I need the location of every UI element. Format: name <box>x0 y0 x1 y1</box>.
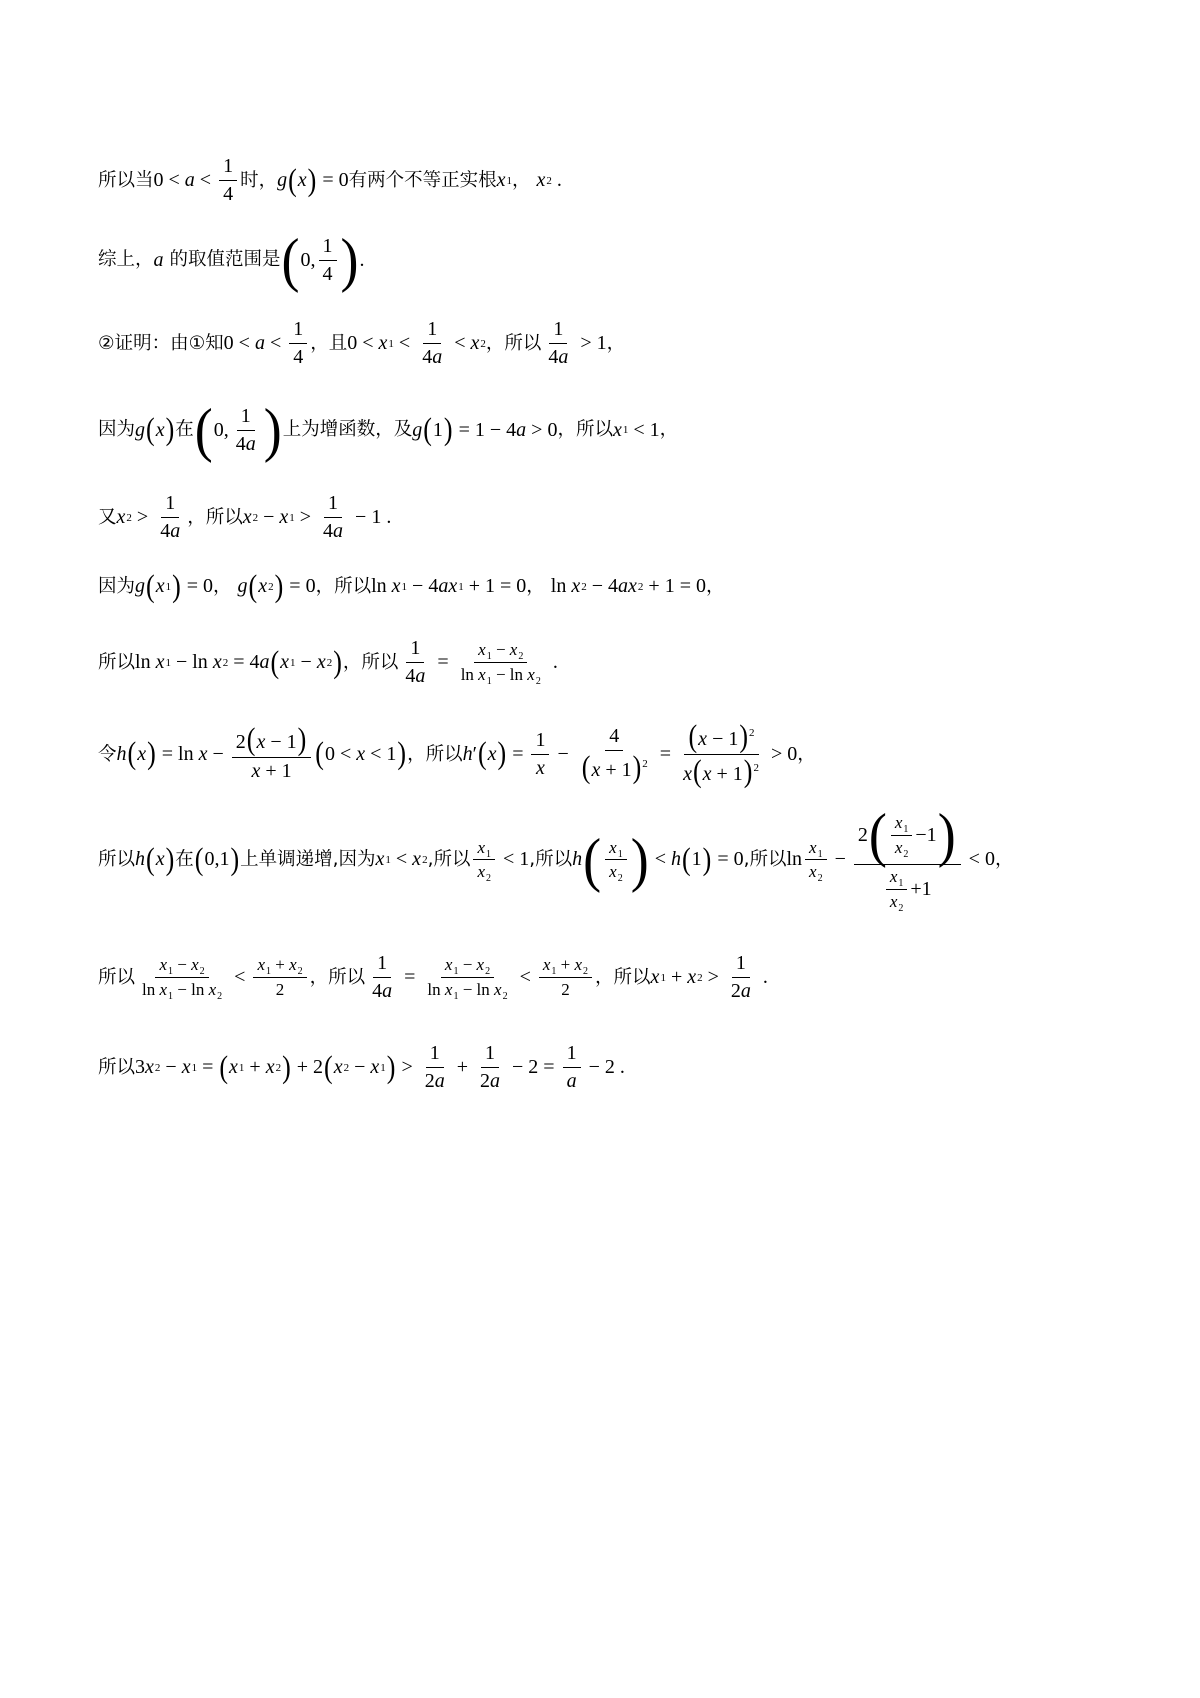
line-11: 所以 3x 2 − x 1 = ( x 1 + x 2 ) + 2 ( x 2 − x 1 ) > $\frac{1}{2a}$ + $\frac{1}{2a}$ − 2 = $\frac{1}{a}$ − 2 . <box>98 1042 625 1092</box>
text: 有两个不等正实根 <box>348 169 497 191</box>
line-9: 所以 h ( x ) 在 ( 0,1 ) 上单调递增,因为 x 1 < x 2 ,所以 $\frac{x_1}{x_2}$ < 1 ,所以 h ( $\frac{x_1}{x_2}$ ) < h ( 1 ) = 0 ,所以 ln $\frac{x_1}{x_2}$ − 2 ( $\frac{x_1}{x_2}$ −1 ) $\frac{x_1}{x_2}$ +1 < 0 ， <box>98 801 1014 914</box>
line-5: 又 x 2 > $\frac{1}{4a}$ ，所以 x 2 − x 1 > $\frac{1}{4a}$ − 1 . <box>98 492 392 542</box>
line-4: 因为 g ( x ) 在 ( 0, $\frac{1}{4a}$ ) 上为增函数，及 g ( 1 ) = 1 − 4a > 0 ，所以 x 1 < 1 ， <box>98 396 679 464</box>
line-10: 所以 $\frac{x_1 - x_2}{\ln x_1 - \ln x_2}$ < $\frac{x_1 + x_2}{2}$ ，所以 $\frac{1}{4a}$ = $\frac{x_1 - x_2}{\ln x_1 - \ln x_2}$ < $\frac{x_1 + x_2}{2}$ ，所以 x 1 + x 2 > $\frac{1}{2a}$ . <box>98 952 768 1002</box>
text: 所以当 <box>98 169 154 191</box>
fraction: $\frac{1}{4}$ <box>219 155 237 206</box>
text: 时， <box>240 169 278 191</box>
line-8: 令 h ( x ) = ln x − $\frac{2(x - 1)}{x + 1}$ ( 0 < x < 1 ) ，所以 h ′ ( x ) = $\frac{1}{x}$ − $\frac{4}{(x + 1)^2}$ = $\frac{(x - 1)^2}{x(x + 1)^2}$ > 0 ， <box>98 719 816 789</box>
line-2: 综上， a 的取值范围是 ( 0, $\frac{1}{4}$ ) . <box>98 226 365 294</box>
line-7: 所以 ln x 1 − ln x 2 = 4a ( x 1 − x 2 ) ，所以 $\frac{1}{4a}$ = $\frac{x_1 - x_2}{\ln x_1 - \ln x_2}$ . <box>98 637 558 687</box>
line-6: 因为 g ( x 1 ) = 0 ， g ( x 2 ) = 0 ，所以 ln x 1 − 4ax 1 + 1 = 0 ， ln x 2 − 4ax 2 + 1 = 0 ， <box>98 569 725 604</box>
line-1: 所以当 0 < a < $\frac{1}{4}$ 时， g ( x ) = 0 有两个不等正实根 x 1 ， x 2 . <box>98 155 562 205</box>
line-3: ②证明：由①知 0 < a < $\frac{1}{4}$ ，且 0 < x 1 < $\frac{1}{4a}$ < x 2 ，所以 $\frac{1}{4a}$ > 1 ， <box>98 318 626 368</box>
